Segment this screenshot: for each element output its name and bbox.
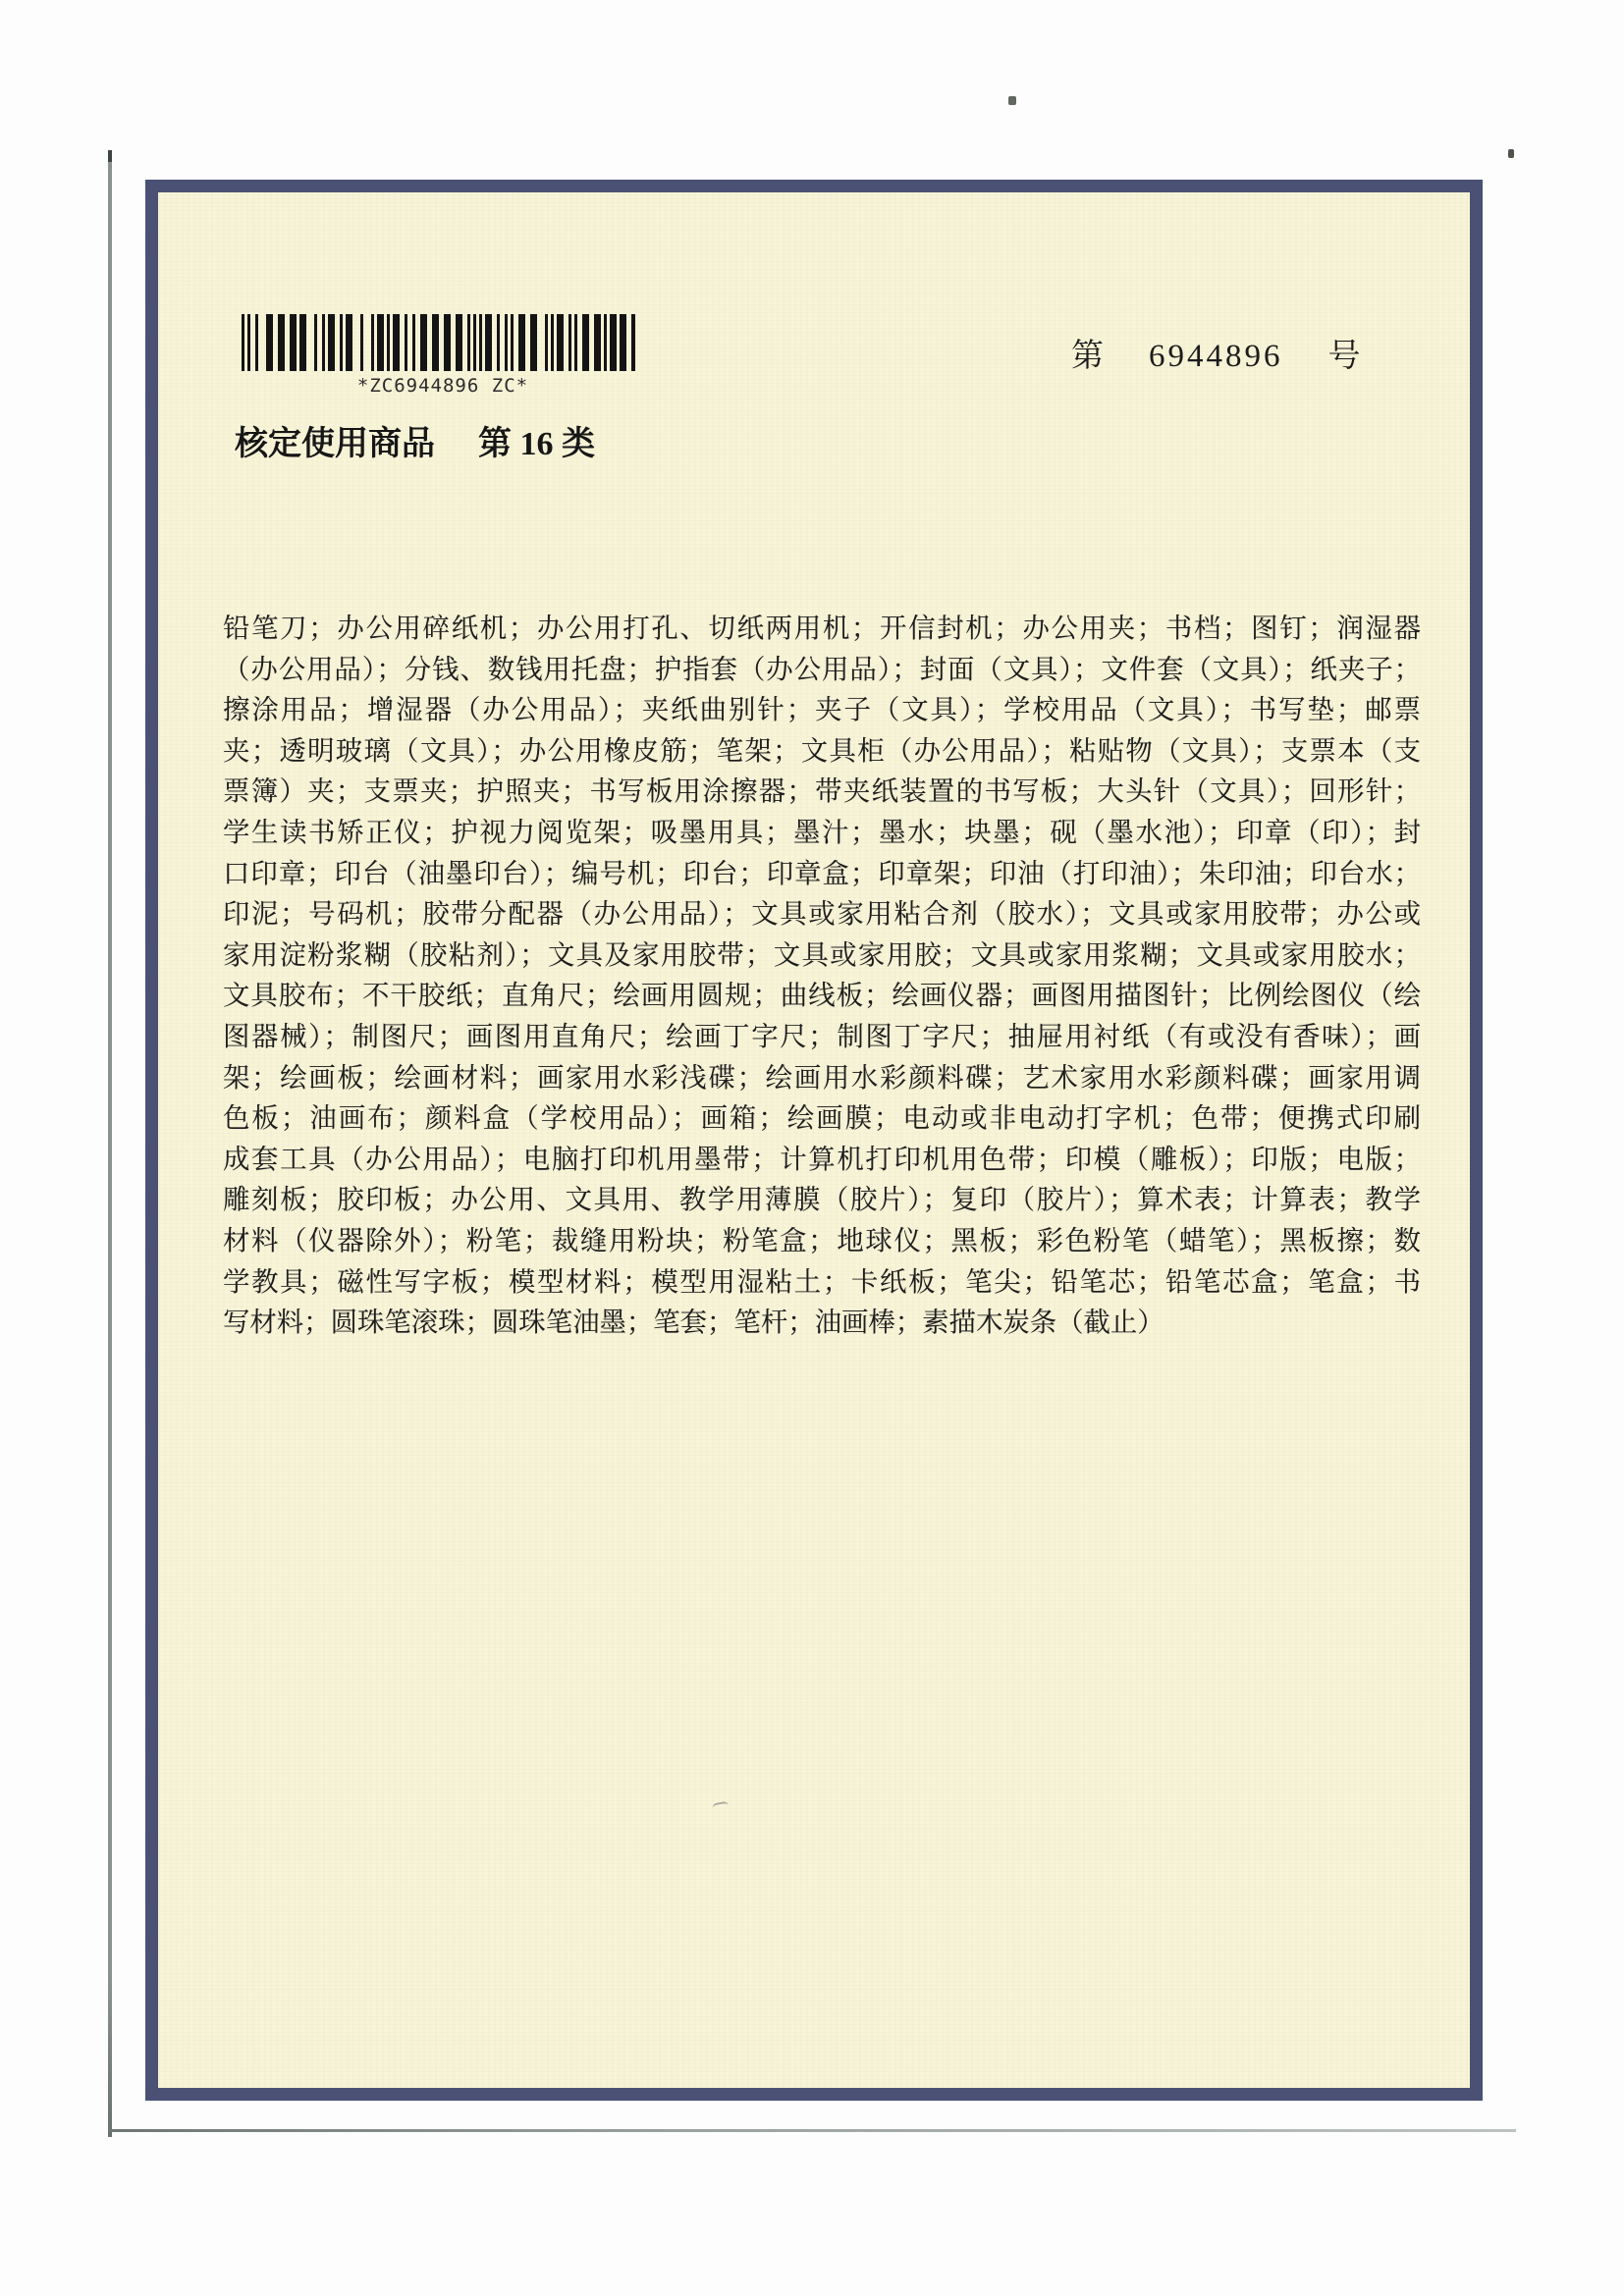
barcode-bar xyxy=(346,314,352,371)
barcode-bar xyxy=(582,314,589,371)
barcode-bar xyxy=(568,314,571,371)
certificate-number-suffix: 号 xyxy=(1327,339,1361,374)
barcode-bar xyxy=(299,314,306,371)
barcode xyxy=(242,314,644,397)
barcode-bar xyxy=(505,314,508,371)
goods-line: 写材料；圆珠笔滚珠；圆珠笔油墨；笔套；笔杆；油画棒；素描木炭条（截止） xyxy=(223,1308,1164,1338)
barcode-bar xyxy=(360,314,363,371)
barcode-bar xyxy=(444,314,451,371)
barcode-bar xyxy=(387,314,390,371)
barcode-bar xyxy=(557,314,564,371)
goods-line: 票簿）夹；支票夹；护照夹；书写板用涂擦器；带夹纸装置的书写板；大头针（文具）；回形针； xyxy=(223,776,1421,807)
goods-line: 擦涂用品；增湿器（办公用品）；夹纸曲别针；夹子（文具）；学校用品（文具）；书写垫；邮票 xyxy=(223,695,1421,725)
barcode-bar xyxy=(371,314,374,371)
barcode-bar xyxy=(314,314,317,371)
barcode-bar xyxy=(631,314,635,371)
barcode-bar xyxy=(497,314,500,371)
barcode-bar xyxy=(473,314,476,371)
barcode-bar xyxy=(604,314,607,371)
goods-line: 材料（仪器除外）；粉笔；裁缝用粉块；粉笔盒；地球仪；黑板；彩色粉笔（蜡笔）；黑板擦；数 xyxy=(223,1225,1421,1255)
barcode-bar xyxy=(574,314,577,371)
barcode-bar xyxy=(278,314,285,371)
certificate-navy-frame xyxy=(145,180,1483,2101)
barcode-bars xyxy=(242,314,644,371)
barcode-bar xyxy=(266,314,273,371)
barcode-bar xyxy=(290,314,297,371)
barcode-bar xyxy=(610,314,617,371)
barcode-bar xyxy=(328,314,335,371)
barcode-bar xyxy=(551,314,554,371)
barcode-bar xyxy=(242,314,244,371)
goods-line: 图器械）；制图尺；画图用直角尺；绘画丁字尺；制图丁字尺；抽屉用衬纸（有或没有香味）；画 xyxy=(223,1021,1421,1051)
barcode-bar xyxy=(545,314,548,371)
certificate-number xyxy=(1071,330,1361,376)
goods-line: 口印章；印台（油墨印台）；编号机；印台；印章盒；印章架；印油（打印油）；朱印油；印台水； xyxy=(223,858,1421,888)
goods-line: 雕刻板；胶印板；办公用、文具用、教学用薄膜（胶片）；复印（胶片）；算术表；计算表；教学 xyxy=(223,1185,1421,1215)
certificate-number-prefix: 第 xyxy=(1071,339,1104,374)
scan-speck xyxy=(1508,149,1514,158)
goods-line: 夹；透明玻璃（文具）；办公用橡皮筋；笔架；文具柜（办公用品）；粘贴物（文具）；支票本（支 xyxy=(223,735,1421,766)
goods-line: 成套工具（办公用品）；电脑打印机用墨带；计算机打印机用色带；印模（雕板）；印版；电版； xyxy=(223,1144,1421,1174)
barcode-bar xyxy=(456,314,462,371)
barcode-bar xyxy=(247,314,250,371)
goods-line: 学教具；磁性写字板；模型材料；模型用湿粘土；卡纸板；笔尖；铅笔芯；铅笔芯盒；笔盒；书 xyxy=(223,1266,1421,1297)
approved-goods-label: 核定使用商品 xyxy=(235,426,435,462)
barcode-bar xyxy=(594,314,601,371)
goods-line: （办公用品）；分钱、数钱用托盘；护指套（办公用品）；封面（文具）；文件套（文具）；纸夹子； xyxy=(223,654,1421,684)
goods-line: 印泥；号码机；胶带分配器（办公用品）；文具或家用粘合剂（胶水）；文具或家用胶带；办公或 xyxy=(223,899,1421,930)
barcode-bar xyxy=(620,314,626,371)
barcode-bar xyxy=(405,314,407,371)
barcode-label: *ZC6944896 ZC* xyxy=(356,375,529,397)
barcode-bar xyxy=(340,314,343,371)
approved-goods-header xyxy=(235,416,595,464)
barcode-bar xyxy=(485,314,492,371)
barcode-bar xyxy=(393,314,400,371)
barcode-bar xyxy=(322,314,325,371)
barcode-bar xyxy=(530,314,537,371)
paper-edge-line-bottom xyxy=(108,2129,1516,2132)
barcode-bar xyxy=(412,314,415,371)
barcode-bar xyxy=(377,314,384,371)
goods-line: 架；绘画板；绘画材料；画家用水彩浅碟；绘画用水彩颜料碟；艺术家用水彩颜料碟；画家用调 xyxy=(223,1062,1421,1093)
goods-line: 家用淀粉浆糊（胶粘剂）；文具及家用胶带；文具或家用胶；文具或家用浆糊；文具或家用胶水； xyxy=(223,939,1421,970)
goods-class-label: 第 16 类 xyxy=(478,426,595,462)
goods-line: 学生读书矫正仪；护视力阅览架；吸墨用具；墨汁；墨水；块墨；砚（墨水池）；印章（印）；封 xyxy=(223,817,1421,847)
goods-line: 文具胶布；不干胶纸；直角尺；绘画用圆规；曲线板；绘画仪器；画图用描图针；比例绘图仪（绘 xyxy=(223,981,1421,1011)
goods-list xyxy=(223,609,1421,1344)
certificate-number-digits: 6944896 xyxy=(1149,339,1283,374)
scan-speck xyxy=(1008,96,1016,105)
certificate-inner-page xyxy=(158,192,1470,2088)
barcode-bar xyxy=(420,314,427,371)
barcode-bar xyxy=(255,314,258,371)
pen-mark xyxy=(712,1801,729,1813)
barcode-bar xyxy=(518,314,525,371)
barcode-bar xyxy=(467,314,470,371)
paper-edge-line-left xyxy=(108,150,112,2137)
goods-line: 色板；油画布；颜料盒（学校用品）；画箱；绘画膜；电动或非电动打字机；色带；便携式印刷 xyxy=(223,1103,1421,1134)
barcode-bar xyxy=(479,314,482,371)
goods-line: 铅笔刀；办公用碎纸机；办公用打孔、切纸两用机；开信封机；办公用夹；书档；图钉；润湿器 xyxy=(223,614,1421,643)
barcode-bar xyxy=(511,314,514,371)
barcode-bar xyxy=(432,314,439,371)
